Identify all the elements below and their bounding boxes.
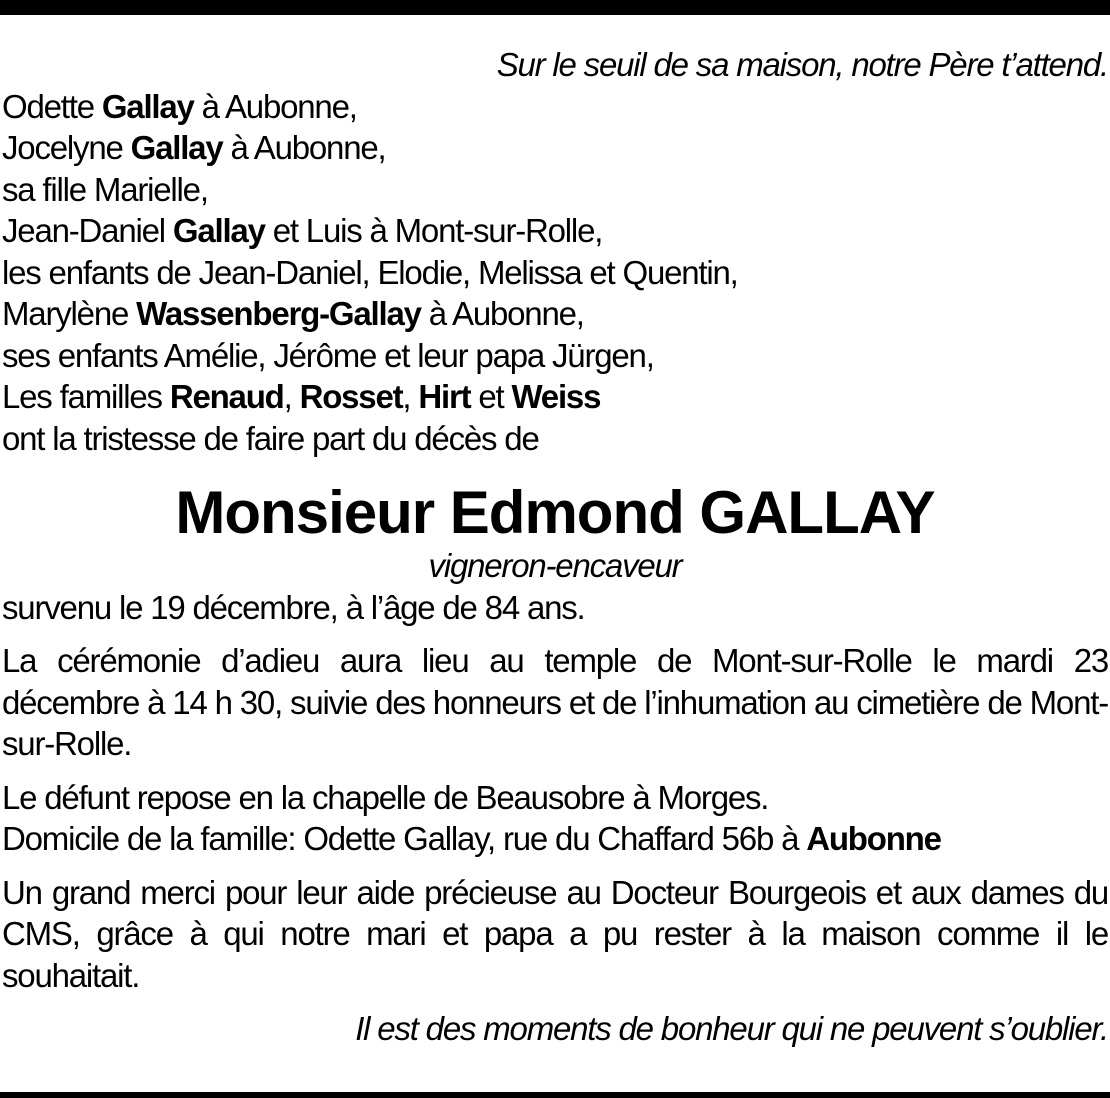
bottom-rule bbox=[0, 1092, 1110, 1098]
family-line: ses enfants Amélie, Jérôme et leur papa Jürgen, bbox=[2, 336, 654, 374]
rest-domicile-paragraph bbox=[2, 777, 1108, 860]
family-line: Jocelyne Gallay à Aubonne, bbox=[2, 129, 386, 166]
ceremony-paragraph: La cérémonie d’adieu aura lieu au temple de Mont-sur-Rolle le mardi 23 décembre à 14 h 30, suivie des honneurs et de l’inhumation au cimetière de Mont-sur-Rolle. bbox=[2, 642, 1108, 762]
domicile-line: Domicile de la famille: Odette Gallay, rue du Chaffard 56b à Aubonne bbox=[2, 820, 941, 857]
opening-quote: Sur le seuil de sa maison, notre Père t’attend. bbox=[496, 46, 1108, 83]
thanks-paragraph: Un grand merci pour leur aide précieuse au Docteur Bourgeois et aux dames du CMS, grâce à qui notre mari et papa a pu rester à la maison comme il le souhaitait. bbox=[2, 873, 1108, 994]
families-line: Les familles Renaud, Rosset, Hirt et Weiss bbox=[2, 378, 601, 415]
family-line: Odette Gallay à Aubonne, bbox=[2, 87, 357, 125]
family-line: les enfants de Jean-Daniel, Elodie, Melissa et Quentin, bbox=[2, 253, 738, 291]
family-line: Marylène Wassenberg-Gallay à Aubonne, bbox=[2, 295, 584, 332]
family-list bbox=[2, 86, 1108, 460]
closing-quote: Il est des moments de bonheur qui ne peuvent s’oublier. bbox=[355, 1010, 1108, 1047]
deceased-title: vigneron-encaveur bbox=[428, 547, 682, 584]
family-line: sa fille Marielle, bbox=[2, 170, 208, 208]
family-line: Jean-Daniel Gallay et Luis à Mont-sur-Rolle, bbox=[2, 212, 603, 249]
obituary-notice bbox=[2, 44, 1108, 1050]
top-rule bbox=[0, 0, 1110, 15]
deceased-name: Monsieur Edmond GALLAY bbox=[175, 479, 935, 546]
announcement-line: ont la tristesse de faire part du décès de bbox=[2, 419, 539, 457]
death-info: survenu le 19 décembre, à l’âge de 84 ans. bbox=[2, 588, 585, 626]
rest-line: Le défunt repose en la chapelle de Beausobre à Morges. bbox=[2, 778, 769, 816]
